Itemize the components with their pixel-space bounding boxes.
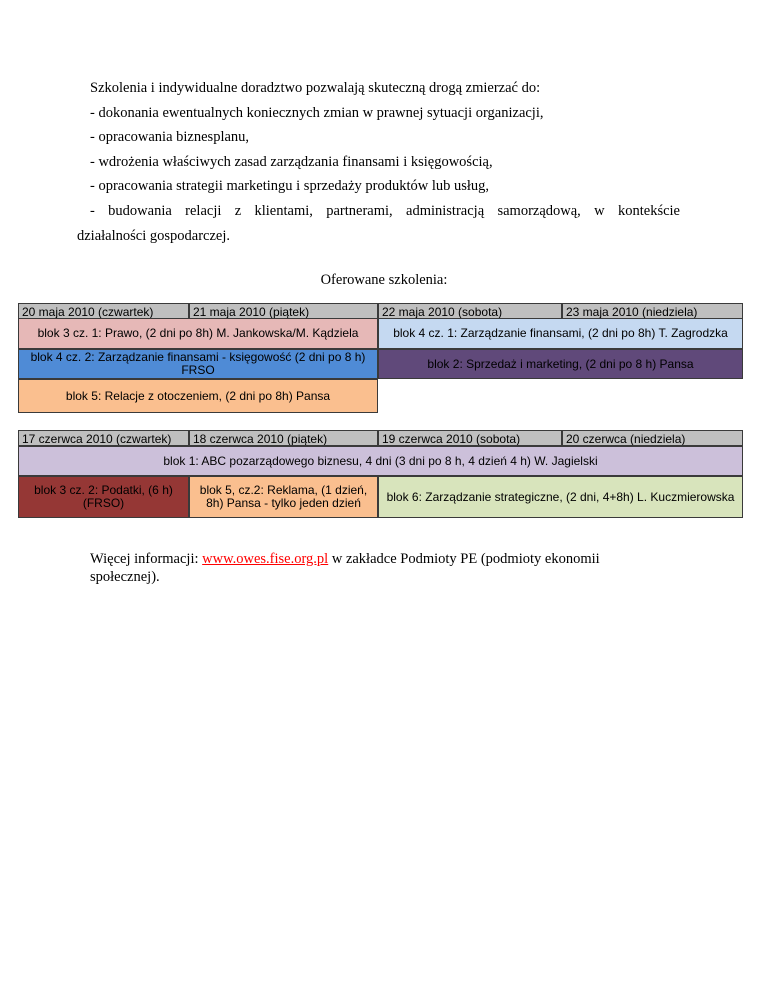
intro-line: Szkolenia i indywidualne doradztwo pozwalają skuteczną drogą zmierzać do: (90, 80, 541, 96)
date-header: 21 maja 2010 (piątek) (189, 303, 378, 319)
training-block (18, 446, 743, 476)
training-block-label: blok 3 cz. 1: Prawo, (2 dni po 8h) M. Jankowska/M. Kądziela (37, 326, 359, 340)
date-header: 18 czerwca 2010 (piątek) (189, 430, 378, 446)
date-header: 20 czerwca (niedziela) (562, 430, 743, 446)
training-block-label: blok 5, cz.2: Reklama, (1 dzień, 8h) Pansa - tylko jeden dzień (199, 483, 368, 510)
training-block-label: blok 6: Zarządzanie strategiczne, (2 dni, 4+8h) L. Kuczmierowska (386, 489, 735, 504)
intro-line: - wdrożenia właściwych zasad zarządzania finansami i księgowością, (90, 153, 493, 170)
intro-line: - opracowania biznesplanu, (90, 129, 250, 145)
more-info-prefix: Więcej informacji: (90, 551, 203, 567)
training-block-label: blok 2: Sprzedaż i marketing, (2 dni po 8 h) Pansa (427, 356, 694, 371)
training-block-label: blok 3 cz. 2: Podatki, (6 h) (FRSO) (34, 483, 173, 510)
intro-line: - budowania relacji z klientami, partnerami, administracją samorządową, w kontekście (90, 202, 680, 219)
training-block (18, 476, 189, 518)
intro-paragraph (90, 76, 680, 223)
date-header: 17 czerwca 2010 (czwartek) (18, 430, 189, 446)
date-header: 23 maja 2010 (niedziela) (562, 303, 743, 319)
training-block (378, 349, 743, 379)
intro-line: - opracowania strategii marketingu i sprzedaży produktów lub usług, (90, 178, 490, 194)
offered-trainings-title: Oferowane szkolenia: (320, 272, 448, 288)
training-block-label: blok 4 cz. 2: Zarządzanie finansami - księgowość (2 dni po 8 h) FRSO (30, 350, 366, 377)
date-header: 20 maja 2010 (czwartek) (18, 303, 189, 319)
more-info-suffix: w zakładce Podmioty PE (podmioty ekonomii społecznej). (90, 551, 600, 585)
date-header: 22 maja 2010 (sobota) (378, 303, 562, 319)
training-block (18, 318, 378, 349)
training-block (18, 349, 378, 379)
training-block (189, 476, 378, 518)
training-block (378, 476, 743, 518)
date-header: 19 czerwca 2010 (sobota) (378, 430, 562, 446)
training-block-label: blok 1: ABC pozarządowego biznesu, 4 dni (3 dni po 8 h, 4 dzień 4 h) W. Jagielski (163, 453, 598, 468)
training-block-label: blok 5: Relacje z otoczeniem, (2 dni po 8h) Pansa (65, 388, 331, 403)
website-link[interactable]: www.owes.fise.org.pl (202, 551, 329, 567)
more-info (90, 550, 670, 586)
training-block (378, 318, 743, 349)
training-block-label: blok 4 cz. 1: Zarządzanie finansami, (2 dni po 8h) T. Zagrodzka (393, 326, 728, 340)
intro-continuation: działalności gospodarczej. (77, 228, 230, 244)
training-block (18, 379, 378, 413)
intro-line: - dokonania ewentualnych koniecznych zmian w prawnej sytuacji organizacji, (90, 104, 544, 121)
